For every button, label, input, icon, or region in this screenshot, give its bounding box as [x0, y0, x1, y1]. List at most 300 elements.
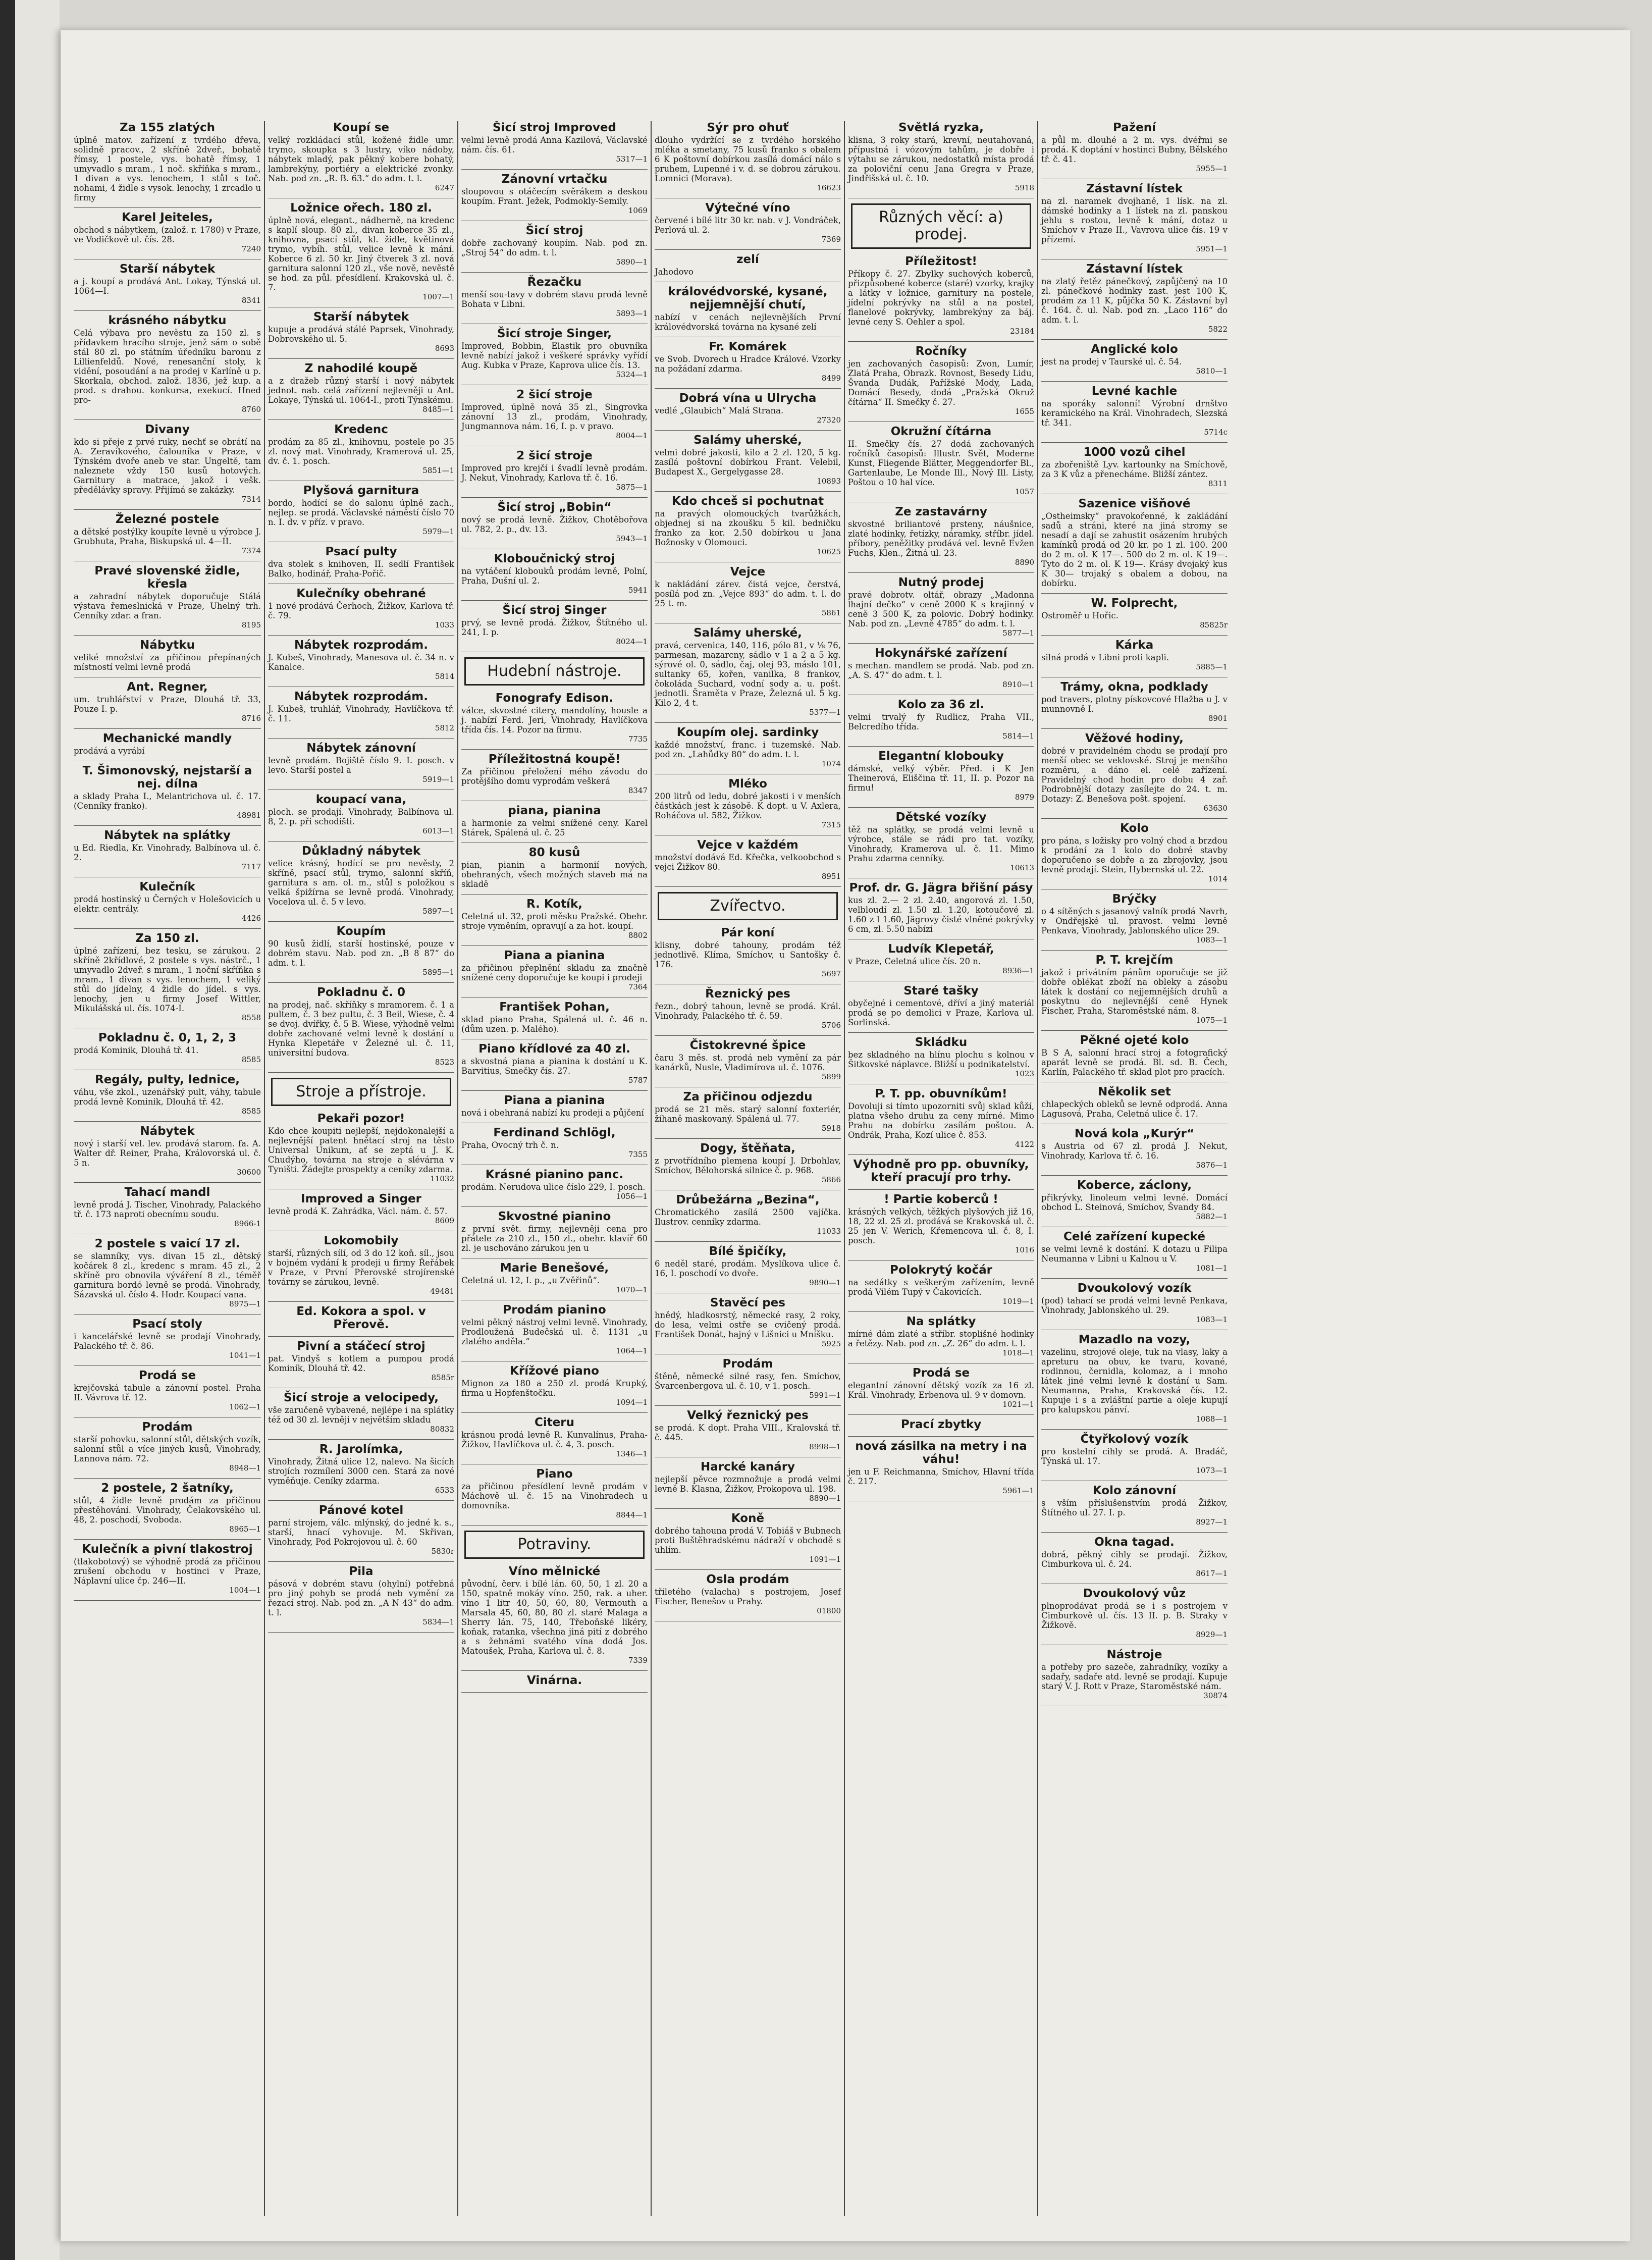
ad-headline: Brýčky — [1112, 892, 1157, 906]
ad-body: nejlepší pěvce rozmnožuje a prodá velmi levně B. Klasna, Žižkov, Prokopova ul. 198. — [655, 1475, 841, 1494]
ad-headline: Osla prodám — [706, 1573, 789, 1586]
ad-headline: Nástroje — [1106, 1648, 1162, 1661]
classified-ad — [655, 777, 841, 830]
ad-number: 5951—1 — [1196, 244, 1228, 253]
ad-body: Celá výbava pro nevěstu za 150 zl. s přídavkem hracího stroje, jenž sám o sobě stál 80 zl. po státním úředníku baronu z Lillienfeldů. Nové, renesanční stoly, k vidění, posoudání a na prodej v Karlíně u p. Skorkala, obchod. založ. 1836, jež kup. a prod. s drahou. konkursa, exekucí. Hned pro- — [74, 328, 261, 405]
classified-ad — [74, 932, 261, 1023]
ad-body: 1 nové prodává Čerhoch, Žižkov, Karlova tř. č. 79. — [268, 601, 454, 620]
ad-headline: Ferdinand Schlögl, — [493, 1126, 616, 1139]
ad-headline: Celé zařízení kupecké — [1063, 1230, 1205, 1243]
ad-number: 5810—1 — [1196, 366, 1228, 376]
ad-headline: Prodám pianino — [503, 1303, 606, 1317]
classified-ad — [74, 121, 261, 202]
classified-ad — [74, 1031, 261, 1065]
ad-body: za přičinou přeplnění skladu za značně snížené ceny doporučuje ke koupi i prodeji — [461, 963, 648, 982]
ad-headline: Psací stoly — [132, 1318, 202, 1331]
ad-body: se velmi levně k dostání. K dotazu u Filipa Neumanna v Libni u Kalnou u V. — [1041, 1244, 1228, 1264]
ad-body: se prodá. K dopt. Praha VIII., Kralovská tř. č. 445. — [655, 1423, 841, 1442]
ad-body: na sedátky s veškerým zařízením, levně prodá Vilém Tupý v Čakovicích. — [848, 1278, 1034, 1297]
ad-body: a z dražeb různý starší i nový nábytek jednot. nab. celá zařízení nejlevněji u Ant. Lokaye, Týnská ul. 1064-I., proti Týnskému. — [268, 376, 454, 405]
ad-separator — [268, 841, 454, 842]
ad-separator — [848, 807, 1034, 808]
ad-body: sklad piano Praha, Spálená ul. č. 46 n. (dům uzen. p. Malého). — [461, 1015, 648, 1034]
ad-number: 5706 — [821, 1021, 841, 1030]
ad-body: nový se prodá levně. Žižkov, Chotěbořova ul. 782, 2. p., dv. 13. — [461, 515, 648, 534]
ad-body: na zlatý řetěz pánečkový, zapůjčený na 10 zl. pánečkové hodinky zast. jest 100 K, prodám za 11 K, půjčka 50 K. Zástavní byl č. 164. č. ul. Nab. pod zn. „Laco 116“ do adm. t. l. — [1041, 277, 1228, 325]
classified-columns — [71, 121, 1620, 2216]
ad-separator — [848, 341, 1034, 342]
ad-number: 1346—1 — [616, 1449, 648, 1458]
ad-number: 5925 — [821, 1339, 841, 1348]
ad-headline: Kolo — [1120, 822, 1149, 835]
ad-separator — [74, 1478, 261, 1479]
ad-headline: Karel Jeiteles, — [122, 211, 213, 224]
classified-ad — [74, 764, 261, 820]
ad-body: válce, skvostné citery, mandolíny, housle a j. nabízí Ferd. Jeri, Vinohrady, Havlíčkova třída čís. 14. Pozor na firmu. — [461, 706, 648, 734]
ad-headline: Nábytek — [140, 1125, 195, 1138]
classified-ad — [655, 838, 841, 881]
section-heading: Různých věcí: a) prodej. — [851, 203, 1031, 249]
classified-ad — [1041, 1587, 1228, 1640]
ad-number: 1064—1 — [616, 1346, 648, 1355]
ad-headline: Piano křídlové za 40 zl. — [478, 1042, 630, 1056]
ad-body: starší, různých sílí, od 3 do 12 koň. síl., jsou v bojném vydání k prodeji u firmy Řeřábek v Praze, v První Přerovské strojírenské továrny se zárukou, levně. — [268, 1248, 454, 1287]
ad-headline: Dvoukolový vozík — [1077, 1282, 1192, 1295]
classified-ad — [1041, 343, 1228, 376]
ad-headline: Staré tašky — [903, 984, 979, 997]
ad-number: 8975—1 — [229, 1299, 261, 1308]
ad-number: 8558 — [241, 1013, 261, 1022]
classified-ad — [1041, 1484, 1228, 1527]
ad-headline: Koupí se — [333, 121, 390, 134]
ad-headline: Ludvík Klepetář, — [888, 942, 994, 956]
ad-number: 5918 — [821, 1124, 841, 1133]
ad-number: 5882—1 — [1196, 1212, 1228, 1221]
classified-ad — [848, 1418, 1034, 1431]
ad-body: velmi levně prodá Anna Kazilová, Václavské nám. čís. 61. — [461, 135, 648, 154]
ad-headline: 80 kusů — [528, 846, 580, 859]
classified-ad — [1041, 1179, 1228, 1222]
ad-number: 7369 — [821, 235, 841, 244]
ad-body: Chromatického zasílá 2500 vajíčka. Ilustrov. cenníky zdarma. — [655, 1207, 841, 1227]
ad-number: 8901 — [1208, 714, 1228, 723]
ad-body: velice krásný, hodící se pro nevěsty, 2 skříně, psací stůl, trymo, salonní skříň, garnitura s am. ol. m., stůl s položkou s velká špižírna se levně prodá. Vinohrady, Vocelova ul. č. 5 v levo. — [268, 859, 454, 907]
ad-body: bez skladného na hlínu plochu s kolnou v Šitkovské náplavce. Bližší u podnikatelství. — [848, 1050, 1034, 1069]
ad-number: 8499 — [821, 374, 841, 383]
classified-ad — [848, 881, 1034, 934]
ad-separator — [74, 1121, 261, 1122]
classified-ad — [461, 552, 648, 595]
ad-body: každé množství, franc. i tuzemské. Nab. pod zn. „Lahůdky 80“ do adm. t. l. — [655, 740, 841, 759]
classified-ad — [1041, 182, 1228, 254]
section-heading: Zvířectvo. — [658, 892, 838, 920]
classified-ad — [655, 1512, 841, 1564]
classified-ad — [268, 423, 454, 476]
ad-separator — [655, 722, 841, 723]
ad-number: 8693 — [435, 344, 454, 353]
ad-headline: Pila — [349, 1565, 374, 1578]
ad-headline: P. T. pp. obuvníkům! — [875, 1087, 1007, 1100]
classified-ad — [74, 211, 261, 254]
ad-separator — [74, 509, 261, 510]
ad-headline: Na splátky — [906, 1315, 976, 1328]
ad-body: klisna, 3 roky stará, krevní, neutahovaná, přípustná i vózovým tahům, je dobře i výtahu se zárukou, nedostatků místa prodá za poloviční cenu Jana Gregra v Praze, Jindřišská ul. č. 10. — [848, 135, 1034, 183]
ad-headline: Improved a Singer — [301, 1192, 421, 1205]
ad-headline: Kulečníky obehrané — [296, 587, 426, 600]
ad-body: kus zl. 2.— 2 zl. 2.40, angorová zl. 1.50, velbloudí zl. 1.50 zl. 1.20, kotoučové zl. 1.60 z l 1.60, Jägrovy čisté vlněné pokrývky 6 cm, zl. 5.50 nabízí — [848, 896, 1034, 934]
ad-number: 5814—1 — [1002, 731, 1034, 741]
ad-separator — [848, 1436, 1034, 1437]
ad-number: 1070—1 — [616, 1285, 648, 1294]
ad-body: a sklady Praha I., Melantrichova ul. č. 17. (Cenníky franko). — [74, 792, 261, 811]
ad-separator — [74, 728, 261, 729]
ad-headline: Skládku — [915, 1036, 968, 1049]
ad-body: Ostroměř u Hořic. — [1041, 611, 1118, 620]
ad-headline: Kredenc — [334, 423, 388, 436]
ad-headline: Salámy uherské, — [694, 626, 802, 640]
classified-ad — [74, 1237, 261, 1309]
column-2 — [264, 121, 457, 2216]
ad-number: 5317—1 — [616, 154, 648, 164]
ad-body: jen u F. Reichmanna, Smíchov, Hlavní třída č. 217. — [848, 1467, 1034, 1486]
ad-body: menší sou-tavy v dobrém stavu prodá levně Bohata v Libni. — [461, 290, 648, 309]
ad-headline: Koupím — [336, 925, 386, 938]
classified-ad — [461, 898, 648, 940]
classified-ad — [461, 1168, 648, 1201]
ad-headline: Výtečné víno — [705, 201, 790, 215]
ad-number: 1075—1 — [1196, 1016, 1228, 1025]
ad-separator — [74, 825, 261, 826]
classified-ad — [848, 811, 1034, 873]
ad-headline: Koberce, záclony, — [1077, 1179, 1192, 1192]
classified-ad — [1041, 262, 1228, 334]
classified-ad — [655, 626, 841, 717]
classified-ad — [461, 327, 648, 380]
ad-separator — [848, 1414, 1034, 1415]
ad-headline: Fonografy Edison. — [495, 692, 614, 705]
ad-separator — [655, 388, 841, 389]
ad-separator — [268, 1439, 454, 1440]
classified-ad — [848, 425, 1034, 497]
ad-separator — [655, 886, 841, 887]
column-1 — [71, 121, 264, 2216]
ad-number: 1057 — [1015, 487, 1034, 496]
ad-body: obyčejné i cementové, dříví a jiný materiál prodá se po demolici v Praze, Karlova ul. Sorlinská. — [848, 998, 1034, 1027]
ad-separator — [848, 1311, 1034, 1312]
ad-number: 5991—1 — [809, 1391, 841, 1400]
ad-body: s Austria od 67 zl. prodá J. Nekut, Vinohrady, Karlova tř. č. 16. — [1041, 1141, 1228, 1161]
ad-number: 8024—1 — [616, 637, 648, 646]
ad-body: čaru 3 měs. st. prodá neb vymění za pár kanárků, Nusle, Vladimírova ul. č. 1076. — [655, 1053, 841, 1072]
ad-body: chlapeckých obleků se levně odprodá. Anna Lagusová, Praha, Celetná ulice č. 17. — [1041, 1099, 1228, 1119]
ad-body: úplně nová, elegant., nádherně, na kredenc s kaplí sloup. 80 zl., divan koberce 35 zl., knihovna, psací stůl, kl. židle, květinová trymo, vybíh. stůl, velice levně k mání. Koberce 6 zl. 50 kr. Jiný čtverek 3 zl. nová garnitura salonní 120 zl., vše nově, nevěstě se hod. za půl. přesídlení. Krakovská ul. č. 7. — [268, 216, 454, 292]
ad-number: 7364 — [628, 982, 648, 991]
ad-headline: krásného nábytku — [108, 314, 227, 327]
ad-headline: Kulečník — [139, 880, 195, 894]
ad-number: 7735 — [628, 734, 648, 744]
ad-number: 8609 — [435, 1216, 454, 1225]
ad-headline: Železné postele — [115, 513, 220, 526]
ad-headline: Za 150 zl. — [135, 932, 199, 945]
ad-number: 5955—1 — [1196, 164, 1228, 173]
binding-margin — [0, 0, 60, 2260]
classified-ad — [1041, 1433, 1228, 1476]
ad-separator — [655, 491, 841, 492]
ad-headline: Dvoukolový vůz — [1083, 1587, 1186, 1600]
ad-body: parní strojem, válc. mlýnský, do jedné k. s., starší, hnací vyhovuje. M. Skřivan, Vinohrady, Pod Pokrojovou ul. č. 60 — [268, 1518, 454, 1547]
ad-body: silná prodá v Libni proti kapli. — [1041, 653, 1169, 662]
ad-number: 1091—1 — [809, 1555, 841, 1564]
ad-headline: Mechanické mandly — [102, 732, 232, 745]
ad-headline: Ložnice ořech. 180 zl. — [290, 201, 432, 215]
ad-separator — [1041, 635, 1228, 636]
classified-ad — [461, 1565, 648, 1665]
classified-ad — [74, 423, 261, 504]
ad-number: 5875—1 — [616, 483, 648, 492]
ad-headline: Vejce v každém — [697, 838, 798, 852]
ad-separator — [655, 1241, 841, 1242]
ad-body: dva stolek s knihoven, II. sedlí František Balko, hodinář, Praha-Pořič. — [268, 559, 454, 579]
ad-separator — [268, 1632, 454, 1633]
ad-separator — [655, 1508, 841, 1509]
classified-ad — [268, 986, 454, 1067]
ad-separator — [848, 572, 1034, 573]
classified-ad — [461, 1303, 648, 1356]
ad-body: štěně, německé silné rasy, fen. Smíchov, Švarcenbergova ul. č. 10, v 1. posch. — [655, 1372, 841, 1391]
ad-body: přikrývky, linoleum velmi levné. Domácí obchod L. Steinová, Smíchov, Švandy 84. — [1041, 1193, 1228, 1212]
classified-ad — [268, 925, 454, 977]
ad-separator — [1041, 339, 1228, 340]
ad-number: 1081—1 — [1196, 1264, 1228, 1273]
ad-separator — [655, 1569, 841, 1570]
classified-ad — [74, 1186, 261, 1229]
ad-headline: Šicí stroje Singer, — [497, 327, 612, 340]
ad-number: 5897—1 — [422, 907, 454, 916]
ad-number: 5876—1 — [1196, 1161, 1228, 1170]
ad-body: jest na prodej v Taurské ul. č. 54. — [1041, 357, 1182, 366]
ad-body: a potřeby pro sazeče, zahradníky, vozíky a sadařy, sadaře atd. levně se prodají. Kupuje starý V. J. Rott v Praze, Staroměstské nám. — [1041, 1662, 1228, 1691]
classified-ad — [74, 680, 261, 723]
ad-headline: piana, pianina — [508, 804, 601, 817]
classified-ad — [848, 1440, 1034, 1496]
ad-body: na zl. naramek dvojhaně, 1 lísk. na zl. dámské hodinky a 1 lístek na zl. panskou jehlu s rostou, levně k mání, dotaz u Smíchov v Praze II., Vavrova ulice čís. 19 v přízemí. — [1041, 196, 1228, 244]
ad-separator — [268, 635, 454, 636]
classified-ad — [1041, 1333, 1228, 1424]
ad-headline: Harcké kanáry — [700, 1460, 795, 1474]
classified-ad — [655, 1573, 841, 1616]
ad-body: prodá hostinský u Černých v Holešovicích u elektr. centrály. — [74, 895, 261, 914]
ad-number: 8929—1 — [1196, 1630, 1228, 1639]
classified-ad — [74, 1125, 261, 1177]
ad-body: Jahodovo — [655, 267, 694, 277]
ad-headline: Divany — [145, 423, 190, 436]
ad-separator — [461, 749, 648, 750]
ad-body: dobrá, pěkný cihly se prodají. Žižkov, Cimburkova ul. č. 24. — [1041, 1550, 1228, 1569]
ad-headline: Šicí stroj Singer — [502, 604, 607, 617]
ad-separator — [268, 419, 454, 420]
classified-ad — [848, 121, 1034, 193]
ad-headline: Kolo za 36 zl. — [897, 698, 985, 711]
ad-separator — [1041, 593, 1228, 594]
ad-headline: Kárka — [1115, 639, 1154, 652]
ad-headline: Levné kachle — [1091, 385, 1178, 398]
ad-body: nový i starší vel. lev. prodává starom. fa. A. Walter dř. Reiner, Praha, Královorská ul. č. 5 n. — [74, 1139, 261, 1168]
ad-separator — [268, 1336, 454, 1337]
classified-ad — [268, 845, 454, 916]
classified-ad — [1041, 597, 1228, 630]
classified-ad — [848, 1036, 1034, 1079]
ad-headline: Lokomobily — [324, 1234, 399, 1247]
ad-headline: Křížové piano — [510, 1364, 599, 1378]
ad-headline: 2 postele, 2 šatníky, — [101, 1482, 234, 1495]
ad-number: 6247 — [435, 183, 454, 192]
ad-headline: koupací vana, — [315, 793, 407, 806]
classified-ad — [268, 587, 454, 630]
ad-body: velký rozkládací stůl, kožené židle umr. trymo, skoupka s 3 lustry, víko nádoby, nábytek mladý, pak pěkný kobere bohatý, lambrekýny, portiéry a elektrické zvonky. Nab. pod zn. „R. B. 63.“ do adm. t. l. — [268, 135, 454, 183]
ad-separator — [655, 430, 841, 431]
ad-number: 8948—1 — [229, 1463, 261, 1473]
classified-ad — [461, 1416, 648, 1459]
ad-headline: Hokynářské zařízení — [875, 647, 1007, 660]
ad-headline: Pekaři pozor! — [317, 1112, 405, 1125]
ad-headline: R. Kotík, — [526, 898, 582, 911]
ad-headline: P. T. krejčím — [1095, 954, 1174, 967]
ad-body: krejčovská tabule a zánovní postel. Praha II. Vávrova tř. 12. — [74, 1383, 261, 1402]
classified-ad — [268, 1234, 454, 1296]
ad-number: 5822 — [1208, 325, 1228, 334]
classified-ad — [1041, 1230, 1228, 1273]
ad-headline: Nábytek rozprodám. — [294, 690, 428, 703]
ad-number: 8890 — [1015, 558, 1034, 567]
ad-body: krásnou prodá levně R. Kunvalínus, Praha-Žižkov, Havlíčkova ul. č. 4, 3. posch. — [461, 1430, 648, 1449]
ad-headline: Nábytku — [140, 639, 195, 652]
classified-ad — [461, 1042, 648, 1085]
ad-separator — [461, 1090, 648, 1091]
ad-number: 01800 — [817, 1606, 841, 1615]
ad-number: 8523 — [435, 1058, 454, 1067]
ad-headline: Nová kola „Kurýr“ — [1074, 1127, 1195, 1140]
ad-body: ploch. se prodají. Vinohrady, Balbínova ul. 8, 2. p. při schodišti. — [268, 807, 454, 826]
classified-ad — [74, 1318, 261, 1360]
ad-headline: Marie Benešové, — [500, 1262, 609, 1275]
ad-number: 8998—1 — [809, 1442, 841, 1451]
classified-ad — [848, 505, 1034, 567]
ad-headline: Krásné pianino panc. — [485, 1168, 624, 1181]
ad-separator — [461, 894, 648, 895]
classified-ad — [848, 1087, 1034, 1149]
ad-headline: Salámy uherské, — [694, 434, 802, 447]
classified-ad — [655, 1193, 841, 1236]
newspaper-page — [61, 30, 1630, 2241]
ad-body: pásová v dobrém stavu (ohylní) potřebná pro jiný pohyb se prodá neb vymění za řezací stroj. Nab. pod zn. „A N 43“ do adm. t. l. — [268, 1579, 454, 1617]
classified-ad — [1041, 822, 1228, 884]
ad-number: 16623 — [817, 183, 841, 192]
ad-body: mírné dám zlaté a stříbr. stoplišné hodinky a řetězy. Nab. pod zn. „Z. 26“ do adm. t. l. — [848, 1329, 1034, 1348]
ad-body: (tlakobotový) se výhodně prodá za přičinou zrušení obchodu v hostinci v Praze, Náplavní ulice čp. 246—II. — [74, 1557, 261, 1586]
ad-separator — [74, 419, 261, 420]
ad-separator — [1041, 818, 1228, 819]
classified-ad — [1041, 954, 1228, 1025]
ad-body: s vším příslušenstvím prodá Žižkov, Štítného ul. 27. I. p. — [1041, 1498, 1228, 1517]
ad-body: a j. koupí a prodává Ant. Lokay, Týnská ul. 1064—I. — [74, 277, 261, 296]
ad-headline: Prodá se — [138, 1369, 196, 1382]
classified-ad — [268, 1565, 454, 1627]
ad-number: 5919—1 — [422, 775, 454, 784]
classified-ad — [848, 647, 1034, 690]
ad-separator — [461, 1692, 648, 1693]
ad-separator — [461, 497, 648, 498]
ad-body: veliké množství za přičinou přepínaných místností velmi levně prodá — [74, 653, 261, 672]
classified-ad — [268, 201, 454, 302]
ad-number: 7314 — [241, 495, 261, 504]
ad-headline: 1000 vozů cihel — [1083, 446, 1186, 459]
ad-headline: Piana a pianina — [504, 1094, 605, 1107]
ad-body: bordo, hodící se do salonu úplně zach., nejlep. se prodá. Václavské náměstí číslo 70 n. I. dv. v příz. v pravo. — [268, 498, 454, 527]
ad-separator — [1041, 950, 1228, 951]
classified-ad — [655, 121, 841, 193]
ad-number: 5861 — [821, 608, 841, 617]
ad-number: 5851—1 — [422, 466, 454, 475]
ad-body: a dětské postýlky koupíte levně u výrobce J. Grubhuta, Praha, Biskupská ul. 4—II. — [74, 527, 261, 546]
classified-ad — [655, 1296, 841, 1349]
ad-body: na vytáčení klobouků prodám levně, Polní, Praha, Dušní ul. 2. — [461, 566, 648, 586]
ad-body: Improved, úplně nová 35 zl., Singrovka zánovní 13 zl., prodám, Vinohrady, Jungmannova nám. 16, I. p. v pravo. — [461, 402, 648, 431]
ad-number: 5918 — [1015, 183, 1034, 192]
ad-headline: Důkladný nábytek — [301, 845, 421, 858]
ad-headline: Ed. Kokora a spol. v Přerově. — [296, 1305, 426, 1331]
ad-body: velmi dobré jakosti, kilo a 2 zl. 120, 5 kg. zasílá poštovní dobírkou Frant. Velebil, Budapest X., Gergelygasse 28. — [655, 448, 841, 477]
ad-number: 1073—1 — [1196, 1466, 1228, 1475]
ad-separator — [1041, 728, 1228, 729]
ad-number: 5787 — [628, 1076, 648, 1085]
ad-body: množství dodává Ed. Křečka, velkoobchod s vejci Žižkov 80. — [655, 853, 841, 872]
ad-separator — [1041, 442, 1228, 443]
ad-headline: František Pohan, — [499, 1001, 610, 1014]
ad-number: 4122 — [1015, 1140, 1034, 1149]
classified-ad — [268, 1112, 454, 1184]
ad-body: původní, červ. i bílé lán. 60, 50, 1 zl. 20 a 150, spatně mokáy víno. 250, rak. a uher. víno 1 litr 40, 50, 60, 80, Vermouth a Marsala 45, 60, 80, 80 zl. staré Malaga a Sherry lán. 75, 140, Třeboňské likéry, koňak, ratanka, všechna jiná pití z dobrého a s žehnámi svatého vína dodá Jos. Matoušek, Praha, Karlova ul. č. 8. — [461, 1579, 648, 1656]
classified-ad — [655, 285, 841, 332]
classified-ad — [848, 984, 1034, 1027]
ad-body: Za přičinou přeložení mého závodu do protějšího domu vyprodám veškerá — [461, 767, 648, 786]
ad-separator — [268, 1500, 454, 1501]
ad-number: 8936—1 — [1002, 966, 1034, 975]
ad-headline: Nábytek rozprodám. — [294, 639, 428, 652]
ad-headline: Anglické kolo — [1091, 343, 1178, 356]
ad-headline: nová zásilka na metry i na váhu! — [855, 1440, 1027, 1466]
classified-ad — [655, 1142, 841, 1185]
ad-headline: Starší nábytek — [313, 310, 409, 324]
classified-ad — [848, 1193, 1034, 1255]
ad-number: 49481 — [430, 1287, 454, 1296]
ad-body: 200 litrů od ledu, dobré jakosti i v menších částkách jest k zásobě. K dopt. u V. Axlera, Roháčova ul. 582, Žižkov. — [655, 792, 841, 820]
ad-number: 5961—1 — [1002, 1486, 1034, 1495]
classified-ad — [268, 1391, 454, 1434]
ad-body: a zahradní nábytek doporučuje Stálá výstava řemeslnická v Praze, Uhelný trh. Cenníky zdar. a fran. — [74, 592, 261, 620]
ad-separator — [461, 1670, 648, 1671]
ad-separator — [461, 272, 648, 273]
classified-ad — [848, 1315, 1034, 1358]
ad-headline: Pokladnu č. 0 — [317, 986, 405, 999]
ad-body: prodám za 85 zl., knihovnu, postele po 35 zl. nový mat. Vinohrady, Kramerová ul. 25, dv. č. 1. posch. — [268, 437, 454, 466]
classified-ad — [74, 1369, 261, 1412]
ad-number: 30600 — [237, 1168, 261, 1177]
ad-headline: Kolo zánovní — [1092, 1484, 1177, 1497]
classified-ad — [848, 698, 1034, 741]
ad-body: Improved, Bobbin, Elastik pro obuvníka levně nabízí jakož i veškeré správky vyřídí Aug. Kubka v Praze, Kaprova ulice čís. 13. — [461, 341, 648, 370]
ad-headline: Polokrytý kočár — [890, 1264, 992, 1277]
ad-headline: Starší nábytek — [119, 262, 216, 276]
